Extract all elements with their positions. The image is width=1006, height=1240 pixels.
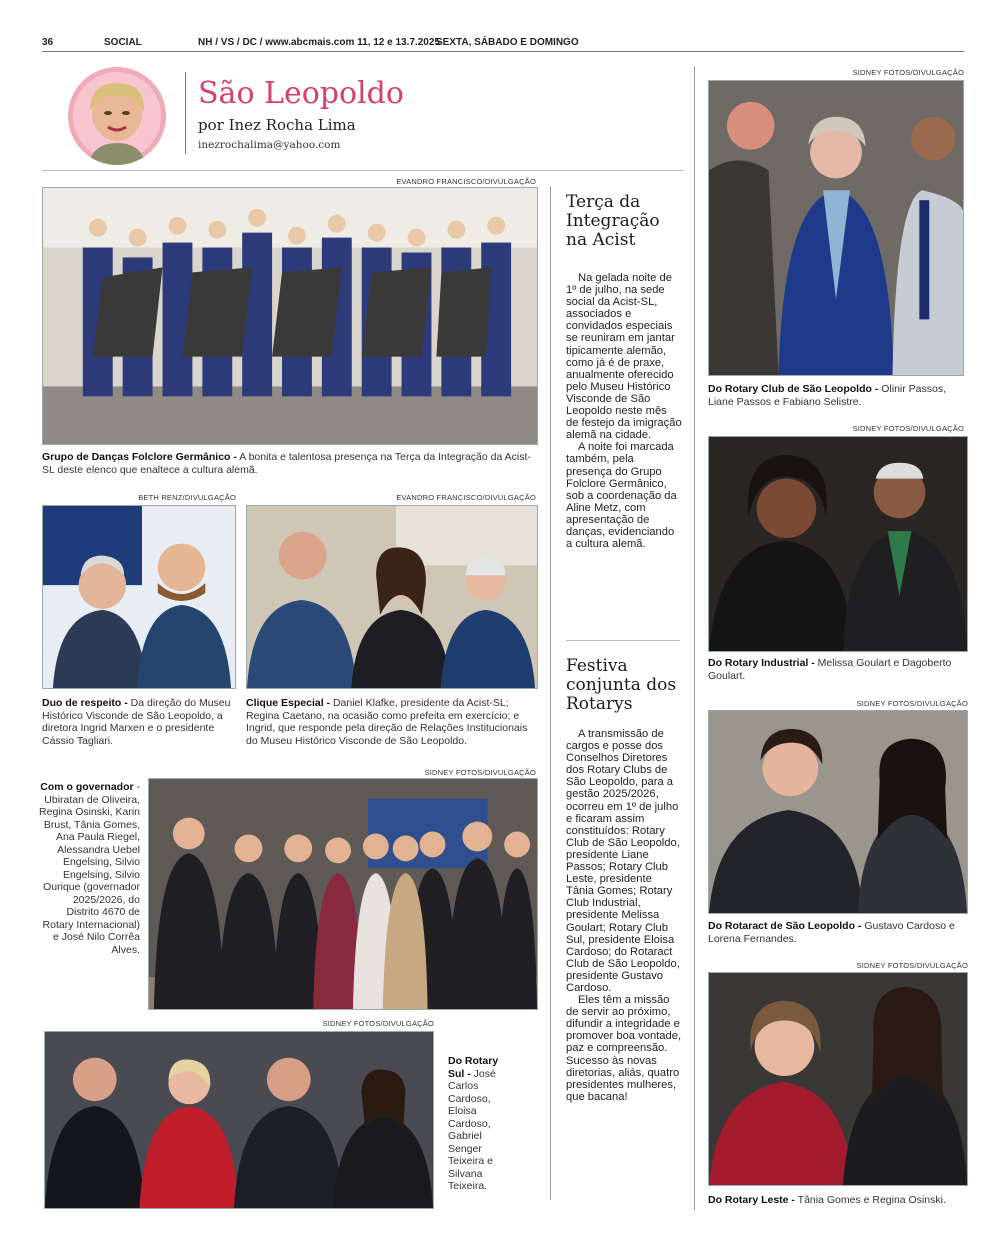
article-title-terca: Terça da Integração na Acist <box>566 192 660 250</box>
photo-rotary-sao-leopoldo <box>708 80 964 376</box>
article-paragraph: A transmissão de cargos e posse dos Conselhos Diretores dos Rotary Clubs de São Leopoldo, para a gestão 2025/2026, ocorreu em 1º de julho e ficaram assim constituídos: Rotary Club de São Leopoldo, presidente Liane Passos; Rotary Club Leste, presidente Tânia Gomes; Rotary Club Industrial, presidente Melissa Goulart; Rotary Club Sul, presidente Eloisa Cardoso; do Rotaract Club de São Leopoldo, presidente Gustavo Cardoso. <box>566 728 680 994</box>
photo-credit: SIDNEY FOTOS/DIVULGAÇÃO <box>856 699 968 708</box>
caption-bold: Do Rotary Club de São Leopoldo - <box>708 383 879 395</box>
photo-clique-especial <box>246 505 538 689</box>
caption-grupo <box>42 451 538 476</box>
caption-bold: Duo de respeito - <box>42 697 128 709</box>
caption-bold: Do Rotary Industrial - <box>708 657 815 669</box>
article-paragraph: Na gelada noite de 1º de julho, na sede social da Acist-SL, associados e convidados especiais se reuniram em jantar tipicamente alemão, como já é de praxe, anualmente oferecido pelo Museu Histórico Visconde de São Leopoldo neste mês de festejo da imigração alemã na cidade. <box>566 272 682 442</box>
caption-text: José Carlos Cardoso, Eloisa Cardoso, Gabriel Senger Teixeira e Silvana Teixeira. <box>448 1067 496 1192</box>
caption-text: - Ubiratan de Oliveira, Regina Osinski, Karin Brust, Tânia Gomes, Ana Paula Riegel, Alessandra Uebel Engelsing, Silvio Engelsing, Silvio Ourique (governador 2025/2026, do Distrito 4670 de Rotary Internacional) e José Nilo Corrêa Alves. <box>39 781 140 956</box>
caption-governador <box>38 781 140 956</box>
photo-credit: BETH RENZ/DIVULGAÇÃO <box>138 493 236 502</box>
section-label: SOCIAL <box>104 37 142 48</box>
photo-credit: SIDNEY FOTOS/DIVULGAÇÃO <box>424 768 536 777</box>
caption-bold: Grupo de Danças Folclore Germânico - <box>42 451 237 463</box>
article-title-festiva: Festiva conjunta dos Rotarys <box>566 656 677 714</box>
article-paragraph: Eles têm a missão de servir ao próximo, difundir a integridade e promover boa vontade, paz e compreensão. Sucesso às novas diretorias, aliás, quatro presidentes mulheres, que bacana! <box>566 994 682 1103</box>
caption-bold: Do Rotaract de São Leopoldo - <box>708 920 862 932</box>
title-divider <box>185 72 186 154</box>
photo-rotary-industrial <box>708 436 968 652</box>
photo-credit: SIDNEY FOTOS/DIVULGAÇÃO <box>856 961 968 970</box>
caption-leste <box>708 1194 968 1207</box>
column-byline: por Inez Rocha Lima <box>198 116 356 134</box>
column-email: inezrochalima@yahoo.com <box>198 139 341 151</box>
article-body-terca <box>566 272 682 550</box>
photo-credit: SIDNEY FOTOS/DIVULGAÇÃO <box>852 424 964 433</box>
header-rule <box>42 51 964 52</box>
caption-bold: Do Rotary Leste - <box>708 1194 795 1206</box>
caption-bold: Com o governador <box>40 781 134 793</box>
photo-credit: SIDNEY FOTOS/DIVULGAÇÃO <box>322 1019 434 1028</box>
article-body-festiva <box>566 728 682 1103</box>
photo-rotary-leste <box>708 972 968 1186</box>
edition-days: SEXTA, SÁBADO E DOMINGO <box>436 37 579 48</box>
caption-text: A bonita e talentosa presença na Terça da Integração da Acist-SL deste elenco que enaltece a cultura alemã. <box>42 451 531 476</box>
caption-rotaract <box>708 920 964 945</box>
photo-credit: SIDNEY FOTOS/DIVULGAÇÃO <box>852 68 964 77</box>
caption-clique <box>246 697 536 747</box>
columnist-avatar <box>68 67 166 165</box>
photo-rotary-sul <box>44 1031 434 1209</box>
caption-rotary-sul <box>448 1055 510 1193</box>
caption-duo <box>42 697 238 747</box>
photo-credit: EVANDRO FRANCISCO/DIVULGAÇÃO <box>396 177 536 186</box>
column-divider <box>694 66 695 1210</box>
photo-governador <box>148 778 538 1010</box>
photo-grupo-dancas <box>42 187 538 445</box>
article-paragraph: A noite foi marcada também, pela presença do Grupo Folclore Germânico, sob a coordenação da Aline Metz, com apresentação de danças, evidenciando a cultura alemã. <box>566 441 677 551</box>
photo-rotaract <box>708 710 968 914</box>
article-rule <box>566 640 680 641</box>
photo-duo-respeito <box>42 505 236 689</box>
caption-bold: Do Rotary Sul - <box>448 1055 499 1080</box>
edition-info: NH / VS / DC / www.abcmais.com 11, 12 e 13.7.2025 <box>198 37 440 48</box>
photo-credit: EVANDRO FRANCISCO/DIVULGAÇÃO <box>396 493 536 502</box>
caption-text: Gustavo Cardoso e Lorena Fernandes. <box>708 920 955 945</box>
caption-bold: Clique Especial - <box>246 697 331 709</box>
caption-text: Olinir Passos, Liane Passos e Fabiano Selistre. <box>708 383 947 408</box>
page-number: 36 <box>42 37 54 48</box>
caption-text: Tânia Gomes e Regina Osinski. <box>794 1194 946 1206</box>
caption-text: Da direção do Museu Histórico Visconde de São Leopoldo, a diretora Ingrid Marxen e o presidente Cássio Tagliari. <box>42 697 231 747</box>
caption-rotary-sl <box>708 383 964 408</box>
caption-text: Daniel Klafke, presidente da Acist-SL; Regina Caetano, na ocasião como prefeita em exercício; e Ingrid, que responde pela direção de Relações Institucionais do Museu Histórico Visconde de São Leopoldo. <box>246 697 528 747</box>
caption-industrial <box>708 657 964 682</box>
column-divider <box>550 186 551 1200</box>
caption-text: Melissa Goulart e Dagoberto Goulart. <box>708 657 952 682</box>
column-title: São Leopoldo <box>198 76 404 111</box>
column-header-rule <box>42 170 684 171</box>
